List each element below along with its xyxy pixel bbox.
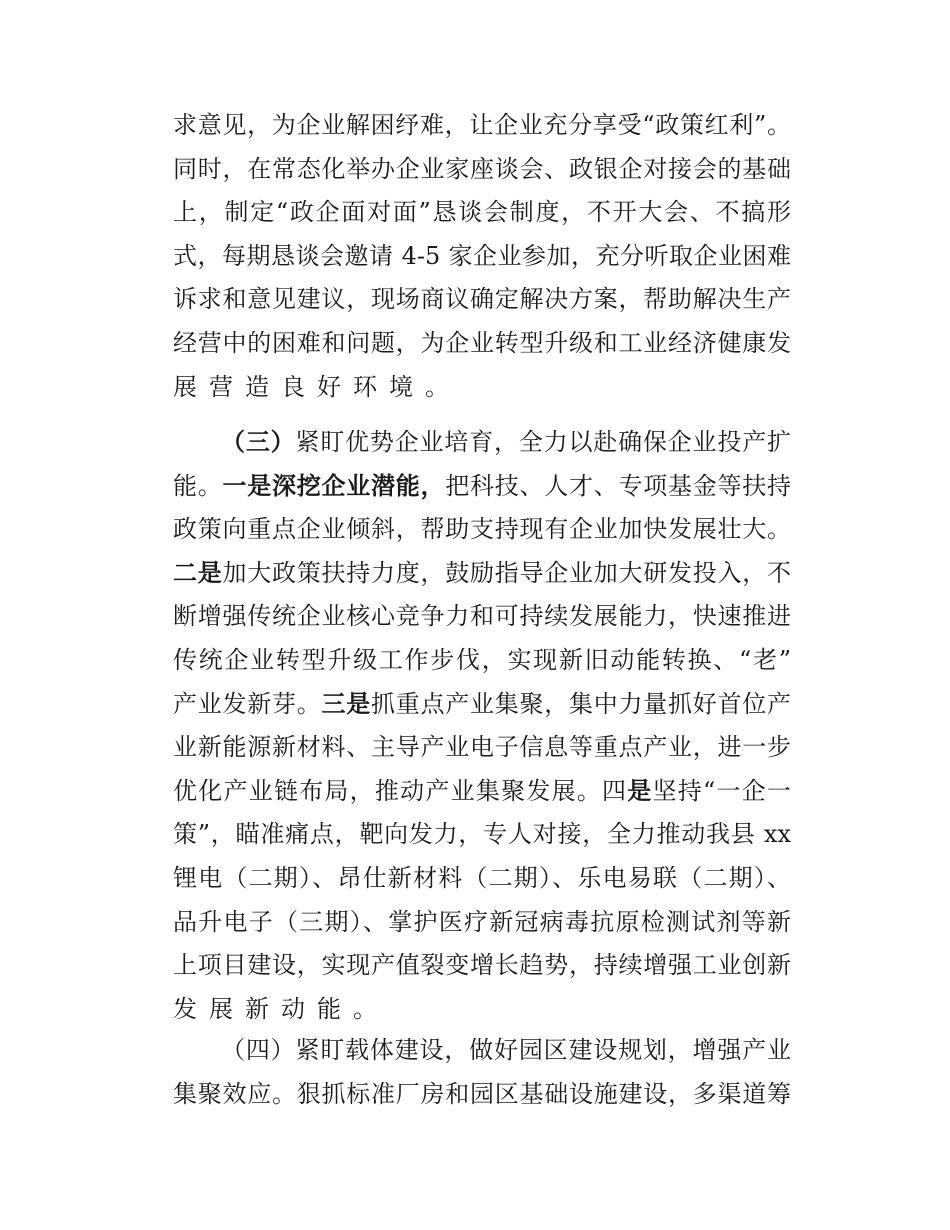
text: 展营造良好环境。 bbox=[173, 372, 461, 401]
paragraph-section-3-line bbox=[173, 818, 791, 850]
text: 断增强传统企业核心竞争力和可持续发展能力，快速推进 bbox=[173, 602, 791, 631]
bold-text: 是 bbox=[627, 776, 653, 805]
paragraph-continuation-line bbox=[173, 153, 791, 185]
paragraph-continuation-line bbox=[173, 283, 791, 315]
text: 求意见，为企业解困纾难，让企业充分享受“政策红利”。 bbox=[173, 111, 791, 139]
text: 上项目建设，实现产值裂变增长趋势，持续增强工业创新 bbox=[173, 951, 791, 980]
paragraph-section-3-line bbox=[173, 688, 791, 720]
paragraph-section-4-line bbox=[173, 1078, 791, 1110]
paragraph-section-3-line bbox=[173, 993, 791, 1025]
paragraph-section-3-line bbox=[173, 862, 791, 894]
paragraph-section-3-line bbox=[173, 470, 791, 502]
text: 策”，瞄准痛点，靶向发力，专人对接，全力推动我县 xx bbox=[173, 820, 791, 849]
paragraph-continuation-line bbox=[173, 109, 791, 141]
text: 加大政策扶持力度，鼓励指导企业加大研发投入，不 bbox=[222, 558, 791, 587]
text: 传统企业转型升级工作步伐，实现新旧动能转换、“老” bbox=[173, 646, 791, 674]
text: 坚持“一企一 bbox=[652, 776, 792, 805]
paragraph-continuation-line bbox=[173, 327, 791, 359]
text: 抓重点产业集聚，集中力量抓好首位产 bbox=[371, 689, 791, 718]
paragraph-continuation-line bbox=[173, 371, 791, 403]
text: 发展新动能。 bbox=[173, 994, 389, 1023]
text: 上，制定“政企面对面”恳谈会制度，不开大会、不搞形 bbox=[173, 198, 791, 227]
paragraph-continuation-line bbox=[173, 196, 791, 228]
paragraph-section-3-line bbox=[173, 513, 791, 545]
paragraph-section-4-line bbox=[221, 1034, 791, 1066]
text: 经营中的困难和问题，为企业转型升级和工业经济健康发 bbox=[173, 329, 791, 357]
text: 同时，在常态化举办企业家座谈会、政银企对接会的基础 bbox=[173, 154, 791, 183]
paragraph-section-3-line bbox=[173, 949, 791, 981]
bold-text: （三） bbox=[221, 428, 296, 456]
bold-text: 三是 bbox=[321, 689, 371, 718]
text: 业新能源新材料、主导产业电子信息等重点产业，进一步 bbox=[173, 733, 791, 762]
paragraph-section-3-line bbox=[173, 731, 791, 763]
text: 政策向重点企业倾斜，帮助支持现有企业加快发展壮大。 bbox=[173, 515, 791, 544]
paragraph-section-3-line bbox=[221, 426, 791, 458]
paragraph-section-3-line bbox=[173, 557, 791, 589]
paragraph-section-3-line bbox=[173, 644, 791, 676]
text: 紧盯优势企业培育，全力以赴确保企业投产扩 bbox=[295, 428, 792, 456]
text: 式，每期恳谈会邀请 4-5 家企业参加，充分听取企业困难 bbox=[173, 241, 791, 270]
text: 品升电子（三期）、掌护医疗新冠病毒抗原检测试剂等新 bbox=[173, 907, 791, 936]
text: 把科技、人才、专项基金等扶持 bbox=[445, 471, 791, 500]
bold-text: 二是 bbox=[173, 558, 223, 587]
paragraph-continuation-line bbox=[173, 240, 791, 272]
paragraph-section-3-line bbox=[173, 600, 791, 632]
paragraph-section-3-line bbox=[173, 906, 791, 938]
text: 优化产业链布局，推动产业集聚发展。四 bbox=[173, 776, 628, 805]
text: 产业发新芽。 bbox=[173, 689, 322, 718]
text: 锂电（二期）、昂仕新材料（二期）、乐电易联（二期）、 bbox=[173, 864, 791, 892]
text: 诉求和意见建议，现场商议确定解决方案，帮助解决生产 bbox=[173, 285, 791, 314]
text: 能。 bbox=[173, 471, 223, 500]
bold-text: 一是深挖企业潜能， bbox=[222, 471, 446, 500]
text: 集聚效应。狠抓标准厂房和园区基础设施建设，多渠道筹 bbox=[173, 1079, 791, 1108]
paragraph-section-3-line bbox=[173, 775, 791, 807]
text: （四）紧盯载体建设，做好园区建设规划，增强产业 bbox=[221, 1036, 791, 1064]
